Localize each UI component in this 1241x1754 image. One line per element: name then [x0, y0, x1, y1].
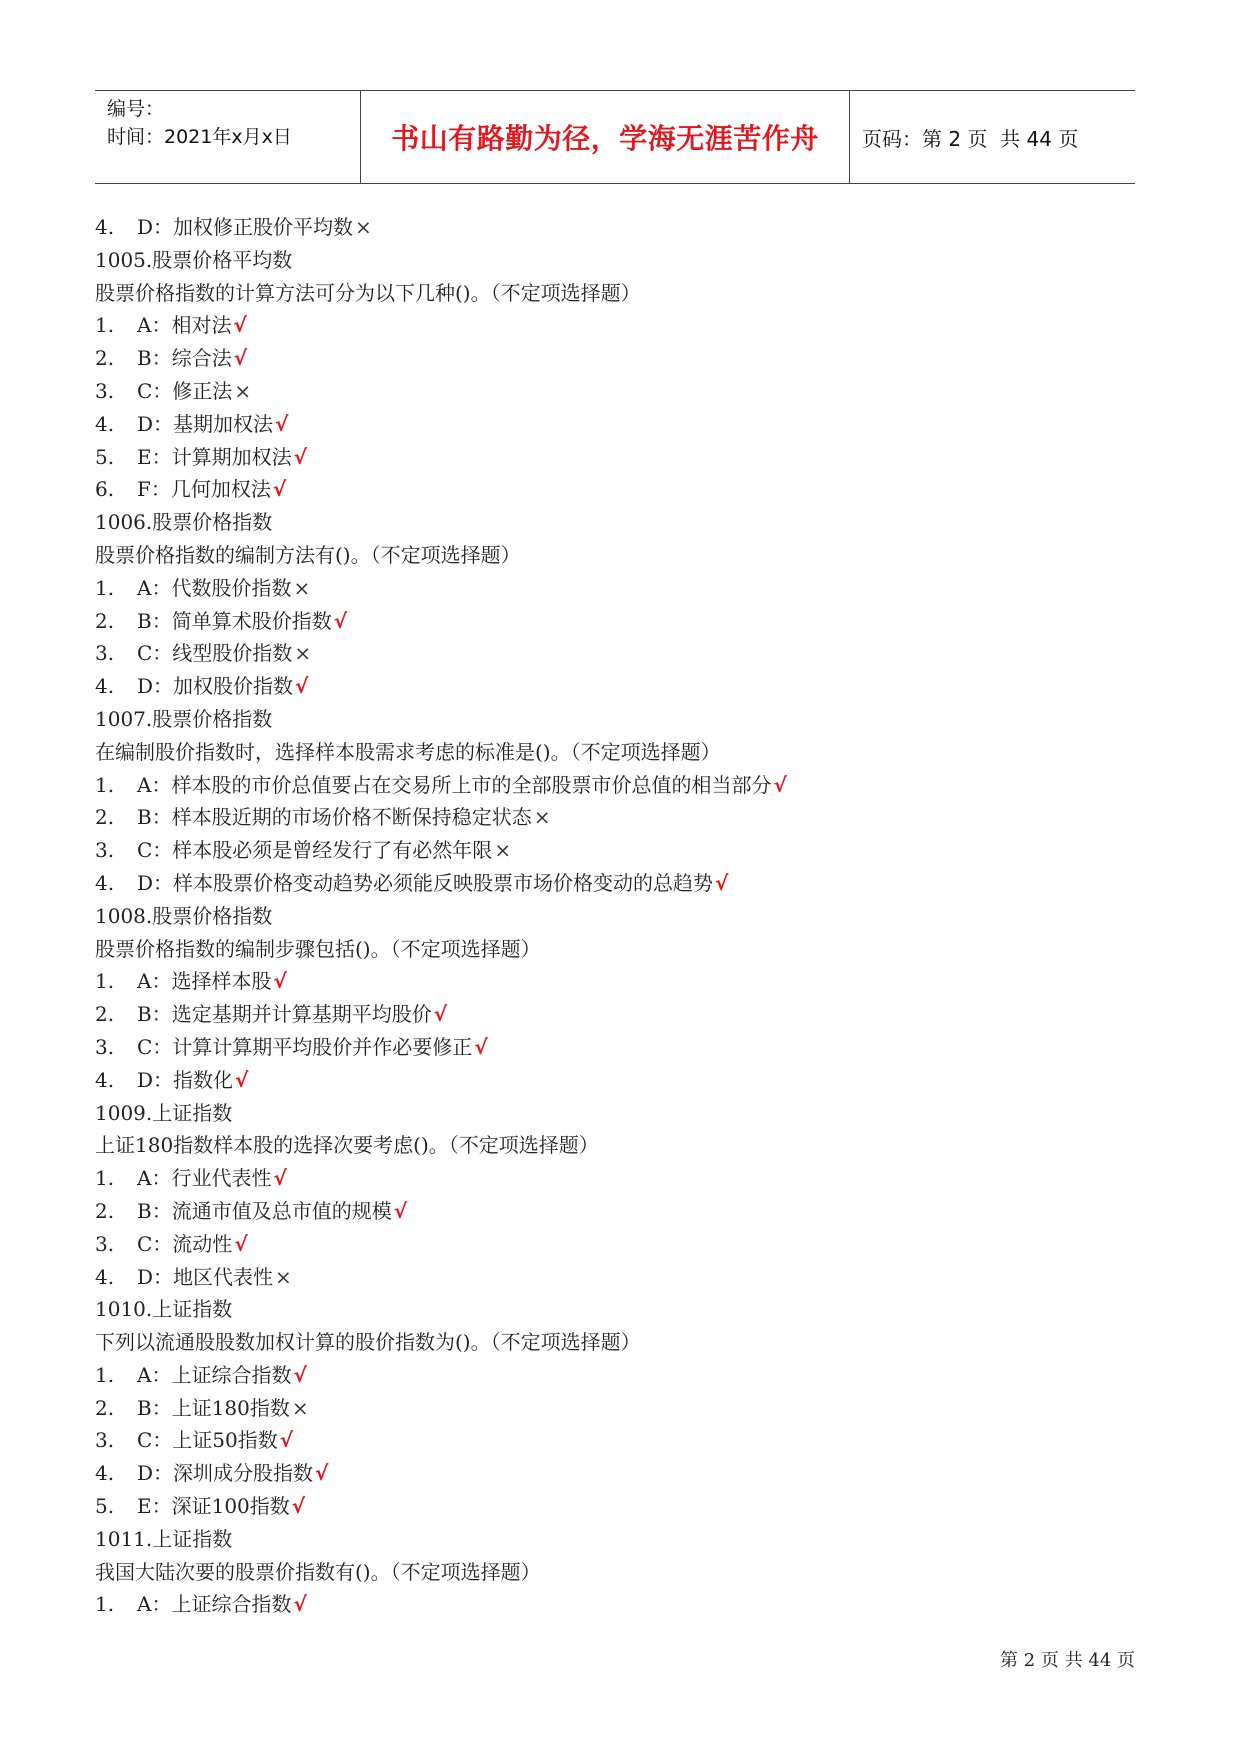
- option-text: B：简单算术股价指数: [137, 608, 332, 633]
- answer-option: [95, 375, 1135, 408]
- correct-check-icon: √: [715, 870, 729, 895]
- correct-check-icon: √: [333, 608, 348, 633]
- correct-check-icon: √: [293, 1362, 307, 1387]
- option-number: 4.: [95, 411, 115, 436]
- option-number: 1.: [95, 1362, 115, 1387]
- question-title: 1010.上证指数: [95, 1297, 233, 1322]
- page-header: [95, 90, 1135, 184]
- question-title: 1006.股票价格指数: [95, 510, 273, 535]
- option-text: D：样本股票价格变动趋势必须能反映股票市场价格变动的总趋势: [137, 870, 714, 895]
- option-text: D：加权修正股价平均数: [137, 215, 354, 239]
- option-number: 4.: [95, 870, 115, 895]
- option-number: 2.: [95, 608, 115, 633]
- question-text: 在编制股价指数时，选择样本股需求考虑的标准是()。（不定项选择题）: [95, 739, 721, 764]
- answer-option: [95, 1392, 1135, 1425]
- option-number: 2.: [95, 346, 115, 371]
- option-text: C：流动性: [137, 1231, 233, 1256]
- option-number: 1.: [95, 772, 115, 797]
- option-number: 2.: [95, 1002, 115, 1027]
- answer-option: [95, 572, 1135, 605]
- option-text: B：选定基期并计算基期平均股价: [137, 1002, 432, 1027]
- answer-option: [95, 965, 1135, 998]
- page-number-label: 页码：第 2 页 共 44 页: [862, 126, 1079, 151]
- wrong-cross-icon: ×: [533, 805, 551, 830]
- serial-label: 编号：: [107, 98, 165, 120]
- wrong-cross-icon: ×: [293, 575, 311, 600]
- option-number: 6.: [95, 477, 115, 502]
- answer-option: [95, 342, 1135, 375]
- answer-option: [95, 1162, 1135, 1195]
- correct-check-icon: √: [295, 674, 309, 699]
- option-text: C：计算计算期平均股价并作必要修正: [137, 1034, 473, 1059]
- question-text: 股票价格指数的编制步骤包括()。（不定项选择题）: [95, 936, 541, 961]
- answer-option: [95, 670, 1135, 703]
- option-number: 2.: [95, 1198, 115, 1223]
- option-number: 5.: [95, 444, 115, 469]
- option-number: 2.: [95, 1395, 115, 1420]
- option-number: 3.: [95, 1428, 115, 1453]
- option-text: E：计算期加权法: [137, 444, 292, 469]
- option-number: 1.: [95, 1592, 115, 1617]
- option-number: 5.: [95, 1494, 115, 1519]
- answer-option: [95, 1424, 1135, 1457]
- option-text: D：深圳成分股指数: [137, 1461, 314, 1486]
- question-title: 1005.股票价格平均数: [95, 247, 293, 272]
- date-label: 时间：2021年x月x日: [107, 126, 292, 148]
- answer-option: [95, 998, 1135, 1031]
- question-title: 1009.上证指数: [95, 1100, 233, 1125]
- wrong-cross-icon: ×: [291, 1395, 309, 1420]
- answer-option: [95, 1490, 1135, 1523]
- option-text: A：样本股的市价总值要占在交易所上市的全部股票市价总值的相当部分: [137, 772, 772, 797]
- option-number: 2.: [95, 805, 115, 830]
- option-number: 1.: [95, 1166, 115, 1191]
- answer-option: [95, 1588, 1135, 1621]
- option-number: 1.: [95, 575, 115, 600]
- option-number: 3.: [95, 378, 115, 403]
- option-text: E：深证100指数: [137, 1494, 290, 1519]
- answer-option: [95, 801, 1135, 834]
- option-text: B：样本股近期的市场价格不断保持稳定状态: [137, 805, 532, 830]
- option-text: A：上证综合指数: [137, 1362, 292, 1387]
- option-text: C：修正法: [137, 378, 233, 403]
- correct-check-icon: √: [233, 346, 248, 371]
- question-text: 股票价格指数的计算方法可分为以下几种()。（不定项选择题）: [95, 280, 641, 305]
- answer-option: [95, 1261, 1135, 1294]
- option-text: F：几何加权法: [137, 477, 271, 502]
- option-text: A：上证综合指数: [137, 1592, 292, 1617]
- wrong-cross-icon: ×: [234, 378, 252, 403]
- wrong-cross-icon: ×: [494, 838, 512, 863]
- answer-option: [95, 473, 1135, 506]
- option-text: D：指数化: [137, 1067, 234, 1092]
- question-text: 我国大陆次要的股票价指数有()。（不定项选择题）: [95, 1559, 541, 1584]
- correct-check-icon: √: [272, 477, 287, 502]
- option-text: A：相对法: [137, 313, 232, 338]
- option-text: A：行业代表性: [137, 1166, 272, 1191]
- option-text: B：上证180指数: [137, 1395, 290, 1420]
- option-text: C：样本股必须是曾经发行了有必然年限: [137, 838, 493, 863]
- wrong-cross-icon: ×: [275, 1264, 292, 1289]
- correct-check-icon: √: [773, 772, 787, 797]
- answer-option: [95, 1195, 1135, 1228]
- option-number: 3.: [95, 641, 115, 666]
- correct-check-icon: √: [393, 1198, 408, 1223]
- question-title: 1011.上证指数: [95, 1526, 233, 1551]
- answer-option: [95, 867, 1135, 900]
- answer-option: [95, 408, 1135, 441]
- answer-option: [95, 309, 1135, 342]
- document-body: [95, 211, 1135, 1621]
- option-number: 3.: [95, 1034, 115, 1059]
- wrong-cross-icon: ×: [355, 215, 372, 239]
- option-text: A：选择样本股: [137, 969, 272, 994]
- correct-check-icon: √: [293, 444, 307, 469]
- question-title: 1008.股票价格指数: [95, 903, 273, 928]
- correct-check-icon: √: [474, 1034, 488, 1059]
- option-number: 1.: [95, 313, 115, 338]
- option-number: 4.: [95, 1067, 115, 1092]
- header-motto-cell: [360, 91, 850, 183]
- option-text: D：地区代表性: [137, 1264, 274, 1289]
- page-footer: 第 2 页 共 44 页: [1000, 1650, 1135, 1671]
- answer-option: [95, 1031, 1135, 1064]
- option-number: 4.: [95, 215, 115, 239]
- option-number: 3.: [95, 838, 115, 863]
- option-number: 4.: [95, 1461, 115, 1486]
- option-number: 3.: [95, 1231, 115, 1256]
- option-number: 1.: [95, 969, 115, 994]
- correct-check-icon: √: [273, 1166, 287, 1191]
- correct-check-icon: √: [234, 1231, 248, 1256]
- answer-option: [95, 211, 1135, 244]
- option-text: B：流通市值及总市值的规模: [137, 1198, 392, 1223]
- correct-check-icon: √: [293, 1592, 307, 1617]
- option-text: D：基期加权法: [137, 411, 274, 436]
- answer-option: [95, 1359, 1135, 1392]
- option-text: C：线型股价指数: [137, 641, 293, 666]
- correct-check-icon: √: [275, 411, 289, 436]
- question-text: 股票价格指数的编制方法有()。（不定项选择题）: [95, 542, 521, 567]
- answer-option: [95, 637, 1135, 670]
- answer-option: [95, 605, 1135, 638]
- motto-text: 书山有路勤为径，学海无涯苦作舟: [391, 122, 819, 155]
- correct-check-icon: √: [433, 1002, 448, 1027]
- correct-check-icon: √: [273, 969, 287, 994]
- answer-option: [95, 1064, 1135, 1097]
- wrong-cross-icon: ×: [294, 641, 312, 666]
- correct-check-icon: √: [233, 313, 247, 338]
- answer-option: [95, 1457, 1135, 1490]
- answer-option: [95, 1228, 1135, 1261]
- option-text: A：代数股价指数: [137, 575, 292, 600]
- option-number: 4.: [95, 1264, 115, 1289]
- header-left-cell: [95, 91, 360, 183]
- correct-check-icon: √: [235, 1067, 249, 1092]
- option-text: B：综合法: [137, 346, 232, 371]
- correct-check-icon: √: [279, 1428, 294, 1453]
- option-text: C：上证50指数: [137, 1428, 278, 1453]
- answer-option: [95, 769, 1135, 802]
- question-text: 上证180指数样本股的选择次要考虑()。（不定项选择题）: [95, 1133, 599, 1158]
- option-text: D：加权股价指数: [137, 674, 294, 699]
- question-title: 1007.股票价格指数: [95, 706, 273, 731]
- option-number: 4.: [95, 674, 115, 699]
- correct-check-icon: √: [315, 1461, 329, 1486]
- answer-option: [95, 834, 1135, 867]
- question-text: 下列以流通股股数加权计算的股价指数为()。（不定项选择题）: [95, 1330, 641, 1355]
- answer-option: [95, 441, 1135, 474]
- correct-check-icon: √: [291, 1494, 306, 1519]
